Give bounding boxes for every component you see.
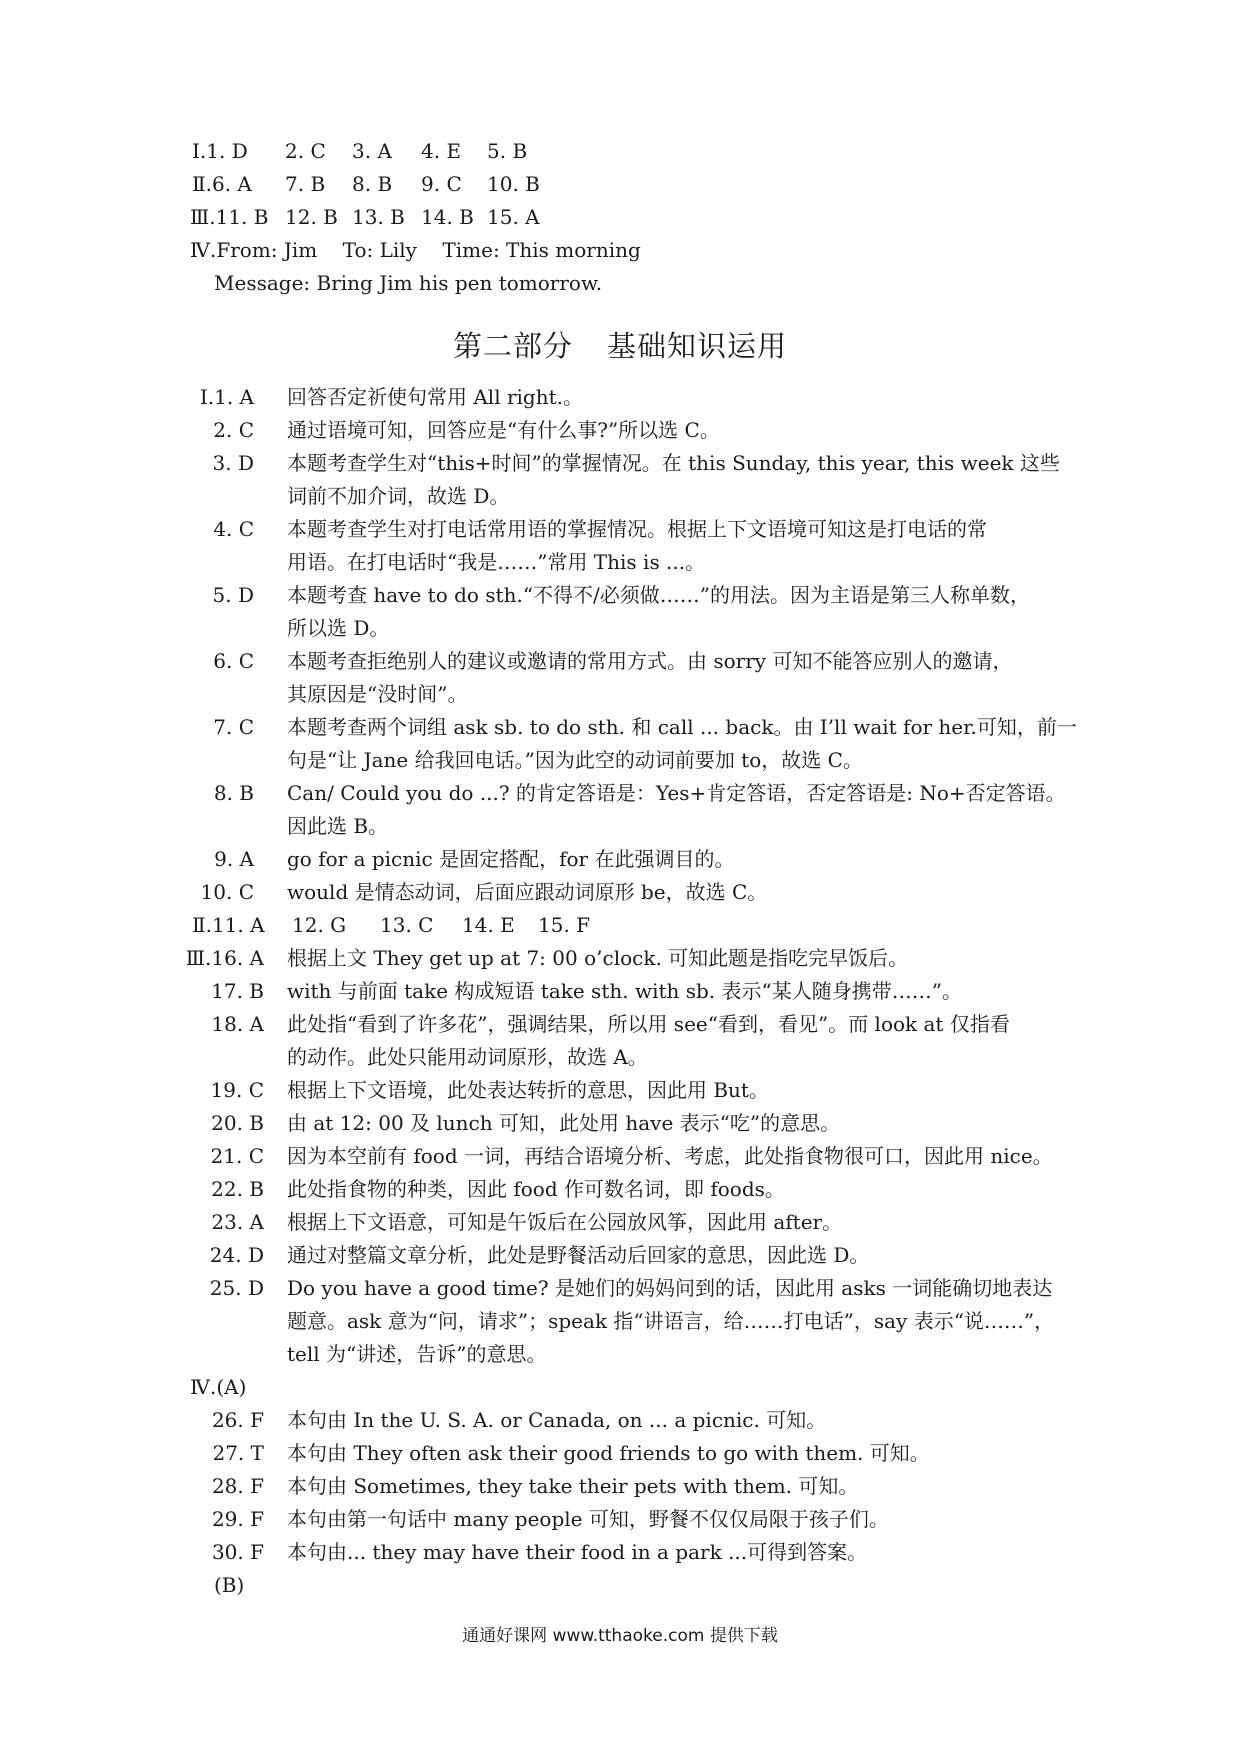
item-8-text: 因此选 B。 [287, 814, 389, 838]
answer-ii-11: Ⅱ.11. A [192, 913, 265, 937]
item-17-number: 17. B [211, 979, 264, 1003]
item-3-text: 词前不加介词，故选 D。 [287, 484, 510, 508]
item-29-number: 29. F [211, 1507, 264, 1531]
item-28-number: 28. F [211, 1474, 264, 1498]
item-1-text: 回答否定祈使句常用 All right.。 [287, 385, 583, 409]
answer-4: 4. E [421, 139, 462, 163]
item-18-number: 18. A [211, 1012, 264, 1036]
answer-9: 9. C [421, 172, 462, 196]
item-30-number: 30. F [211, 1540, 264, 1564]
item-6-text: 本题考查拒绝别人的建议或邀请的常用方式。由 sorry 可知不能答应别人的邀请， [287, 649, 1013, 673]
item-26-text: 本句由 In the U. S. A. or Canada, on ... a picnic. 可知。 [287, 1408, 827, 1432]
item-3-text: 本题考查学生对“this+时间”的掌握情况。在 this Sunday, this year, this week 这些 [287, 451, 1060, 475]
item-30-text: 本句由... they may have their food in a park ...可得到答案。 [287, 1540, 868, 1564]
item-29-text: 本句由第一句话中 many people 可知，野餐不仅仅局限于孩子们。 [287, 1507, 889, 1531]
item-21-number: 21. C [210, 1144, 264, 1168]
answer-ii-15: 15. F [538, 913, 591, 937]
answer-15: 15. A [487, 205, 540, 229]
answer-10: 10. B [487, 172, 540, 196]
item-27-number: 27. T [212, 1441, 264, 1465]
answer-14: 14. B [421, 205, 474, 229]
item-19-text: 根据上下文语境，此处表达转折的意思，因此用 But。 [287, 1078, 769, 1102]
answer-8: 8. B [352, 172, 393, 196]
item-6-number: 6. C [213, 649, 254, 673]
answer-ii-13: 13. C [380, 913, 434, 937]
answer-1: Ⅰ.1. D [192, 139, 248, 163]
answer-5: 5. B [487, 139, 528, 163]
part1-message: Message: Bring Jim his pen tomorrow. [214, 271, 603, 295]
item-4-text: 用语。在打电话时“我是……”常用 This is ...。 [287, 550, 706, 574]
answer-7: 7. B [285, 172, 326, 196]
item-25-text: tell 为“讲述，告诉”的意思。 [287, 1342, 547, 1366]
item-18-text: 的动作。此处只能用动词原形，故选 A。 [287, 1045, 648, 1069]
item-7-text: 本题考查两个词组 ask sb. to do sth. 和 call ... back。由 I’ll wait for her.可知，前一 [287, 715, 1077, 739]
section-iv-a-label: Ⅳ.(A) [190, 1375, 247, 1399]
item-9-text: go for a picnic 是固定搭配，for 在此强调目的。 [287, 847, 735, 871]
item-17-text: with 与前面 take 构成短语 take sth. with sb. 表示“某人随身携带……”。 [287, 979, 962, 1003]
item-7-text: 句是“让 Jane 给我回电话。”因为此空的动词前要加 to，故选 C。 [287, 748, 863, 772]
item-2-text: 通过语境可知，回答应是“有什么事?”所以选 C。 [287, 418, 720, 442]
item-9-number: 9. A [214, 847, 254, 871]
footer: 通通好课网 www.tthaoke.com 提供下载 [462, 1626, 778, 1646]
section-title-topic: 基础知识运用 [607, 329, 788, 363]
part1-iv-line: Ⅳ.From: Jim To: Lily Time: This morning [190, 238, 641, 262]
answer-2: 2. C [285, 139, 326, 163]
item-18-text: 此处指“看到了许多花”，强调结果，所以用 see“看到，看见”。而 look at 仅指看 [287, 1012, 1010, 1036]
item-28-text: 本句由 Sometimes, they take their pets with them. 可知。 [287, 1474, 859, 1498]
item-25-number: 25. D [209, 1276, 264, 1300]
item-23-number: 23. A [211, 1210, 264, 1234]
item-25-text: 题意。ask 意为“问，请求”；speak 指“讲语言，给……打电话”，say 表示“说……”， [287, 1309, 1055, 1333]
item-22-number: 22. B [211, 1177, 264, 1201]
item-16-number: Ⅲ.16. A [185, 946, 264, 970]
item-5-text: 本题考查 have to do sth.“不得不/必须做……”的用法。因为主语是第三人称单数， [287, 583, 1031, 607]
section-iv-b-label: (B) [214, 1573, 245, 1597]
item-6-text: 其原因是“没时间”。 [287, 682, 468, 706]
item-16-text: 根据上文 They get up at 7: 00 o’clock. 可知此题是指吃完早饭后。 [287, 946, 909, 970]
answer-11: Ⅲ.11. B [190, 205, 269, 229]
item-3-number: 3. D [212, 451, 254, 475]
item-10-number: 10. C [200, 880, 254, 904]
answer-3: 3. A [352, 139, 392, 163]
answer-12: 12. B [285, 205, 338, 229]
answer-ii-14: 14. E [462, 913, 515, 937]
section-title [0, 328, 1240, 364]
item-10-text: would 是情态动词，后面应跟动词原形 be，故选 C。 [287, 880, 768, 904]
item-24-text: 通过对整篇文章分析，此处是野餐活动后回家的意思，因此选 D。 [287, 1243, 870, 1267]
item-22-text: 此处指食物的种类，因此 food 作可数名词，即 foods。 [287, 1177, 785, 1201]
item-21-text: 因为本空前有 food 一词，再结合语境分析、考虑，此处指食物很可口，因此用 nice。 [287, 1144, 1053, 1168]
item-5-text: 所以选 D。 [287, 616, 390, 640]
item-8-number: 8. B [213, 781, 254, 805]
item-19-number: 19. C [210, 1078, 264, 1102]
answer-13: 13. B [352, 205, 405, 229]
item-4-number: 4. C [213, 517, 254, 541]
section-title-part: 第二部分 [452, 329, 573, 363]
item-25-text: Do you have a good time? 是她们的妈妈问到的话，因此用 asks 一词能确切地表达 [287, 1276, 1053, 1300]
item-5-number: 5. D [212, 583, 254, 607]
item-26-number: 26. F [211, 1408, 264, 1432]
item-7-number: 7. C [213, 715, 254, 739]
item-27-text: 本句由 They often ask their good friends to go with them. 可知。 [287, 1441, 930, 1465]
item-8-text: Can/ Could you do ...? 的肯定答语是：Yes+肯定答语，否定答语是: No+否定答语。 [287, 781, 1066, 805]
answer-ii-12: 12. G [292, 913, 347, 937]
item-20-text: 由 at 12: 00 及 lunch 可知，此处用 have 表示“吃”的意思。 [287, 1111, 841, 1135]
item-23-text: 根据上下文语意，可知是午饭后在公园放风筝，因此用 after。 [287, 1210, 843, 1234]
answer-6: Ⅱ.6. A [192, 172, 252, 196]
item-24-number: 24. D [209, 1243, 264, 1267]
item-20-number: 20. B [211, 1111, 264, 1135]
item-2-number: 2. C [213, 418, 254, 442]
item-4-text: 本题考查学生对打电话常用语的掌握情况。根据上下文语境可知这是打电话的常 [287, 517, 987, 541]
item-1-number: Ⅰ.1. A [199, 385, 254, 409]
